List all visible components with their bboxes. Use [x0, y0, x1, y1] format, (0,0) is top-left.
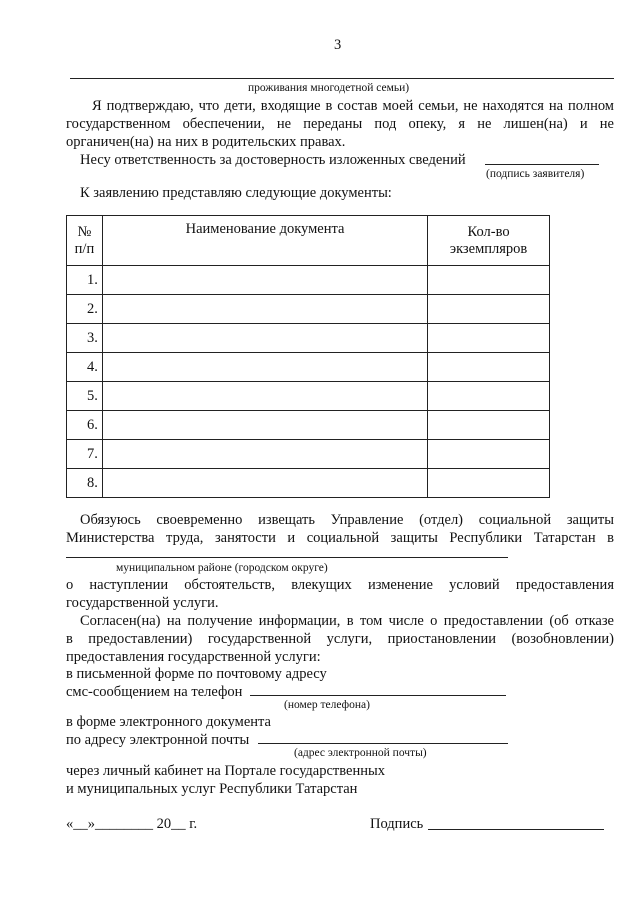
document-qty-cell[interactable]: [428, 469, 550, 498]
applicant-signature-line[interactable]: [485, 164, 599, 165]
confirm-line-2: государственном обеспечении, не переданы под опеку, я не лишен(на) и не: [66, 116, 614, 132]
obligation-line-1: Обязуюсь своевременно извещать Управление (отдел) социальной защиты: [80, 512, 614, 528]
col-number-header: [67, 216, 103, 266]
confirm-line-3: органичен(на) на них в родительских правах.: [66, 134, 346, 150]
col-qty-header: [428, 216, 550, 266]
obligation-line-2: Министерства труда, занятости и социальной защиты Республики Татарстан в: [66, 530, 614, 546]
municipal-caption: муниципальном районе (городском округе): [116, 562, 328, 574]
document-qty-cell[interactable]: [428, 353, 550, 382]
document-name-cell[interactable]: [102, 382, 427, 411]
col-qty-line-2: экземпляров: [449, 240, 528, 257]
col-number-line-2: п/п: [74, 240, 95, 257]
option-sms: смс-сообщением на телефон: [66, 684, 243, 700]
documents-intro: К заявлению представляю следующие документы:: [80, 185, 392, 201]
col-number-line-1: №: [77, 223, 92, 240]
table-row: [67, 295, 550, 324]
consent-line-2: в предоставлении) государственной услуги, приостановлении (возобновлении): [66, 631, 614, 647]
option-portal-line-2: и муниципальных услуг Республики Татарстан: [66, 781, 358, 797]
date-line[interactable]: «__»________ 20__ г.: [66, 816, 198, 832]
row-number: 1.: [67, 266, 103, 295]
municipal-blank-line[interactable]: [66, 557, 508, 558]
document-qty-cell[interactable]: [428, 382, 550, 411]
option-mail: в письменной форме по почтовому адресу: [66, 666, 327, 682]
phone-caption: (номер телефона): [284, 699, 370, 711]
col-qty-line-1: Кол-во: [467, 223, 510, 240]
row-number: 2.: [67, 295, 103, 324]
document-name-cell[interactable]: [102, 411, 427, 440]
row-number: 3.: [67, 324, 103, 353]
consent-line-3: предоставления государственной услуги:: [66, 649, 321, 665]
responsibility-text: Несу ответственность за достоверность изложенных сведений: [80, 152, 466, 168]
email-blank-line[interactable]: [258, 743, 508, 744]
table-header-row: [67, 216, 550, 266]
phone-blank-line[interactable]: [250, 695, 506, 696]
table-row: [67, 324, 550, 353]
notify-line-1: о наступлении обстоятельств, влекущих изменение условий предоставления: [66, 577, 614, 593]
document-qty-cell[interactable]: [428, 440, 550, 469]
table-row: [67, 440, 550, 469]
option-portal-line-1: через личный кабинет на Портале государственных: [66, 763, 385, 779]
row-number: 5.: [67, 382, 103, 411]
row-number: 8.: [67, 469, 103, 498]
document-name-cell[interactable]: [102, 266, 427, 295]
top-caption: проживания многодетной семьи): [248, 82, 410, 94]
table-row: [67, 382, 550, 411]
row-number: 4.: [67, 353, 103, 382]
table-row: [67, 353, 550, 382]
col-name-header: Наименование документа: [102, 216, 427, 266]
signature-blank-line[interactable]: [428, 829, 604, 830]
document-qty-cell[interactable]: [428, 266, 550, 295]
document-name-cell[interactable]: [102, 324, 427, 353]
page-number: 3: [334, 37, 342, 53]
document-name-cell[interactable]: [102, 469, 427, 498]
document-name-cell[interactable]: [102, 295, 427, 324]
document-qty-cell[interactable]: [428, 295, 550, 324]
email-caption: (адрес электронной почты): [294, 747, 427, 759]
row-number: 7.: [67, 440, 103, 469]
table-row: [67, 411, 550, 440]
confirm-line-1: Я подтверждаю, что дети, входящие в состав моей семьи, не находятся на полном: [92, 98, 614, 114]
document-qty-cell[interactable]: [428, 411, 550, 440]
notify-line-2: государственной услуги.: [66, 595, 219, 611]
table-row: [67, 266, 550, 295]
document-qty-cell[interactable]: [428, 324, 550, 353]
consent-line-1: Согласен(на) на получение информации, в том числе о предоставлении (об отказе: [80, 613, 614, 629]
table-row: [67, 469, 550, 498]
option-edoc-line-2: по адресу электронной почты: [66, 732, 250, 748]
option-edoc-line-1: в форме электронного документа: [66, 714, 271, 730]
signature-label: Подпись: [370, 816, 424, 832]
document-name-cell[interactable]: [102, 440, 427, 469]
top-rule: [70, 78, 614, 79]
documents-table: [66, 215, 550, 498]
document-name-cell[interactable]: [102, 353, 427, 382]
row-number: 6.: [67, 411, 103, 440]
signature-caption: (подпись заявителя): [486, 168, 585, 180]
